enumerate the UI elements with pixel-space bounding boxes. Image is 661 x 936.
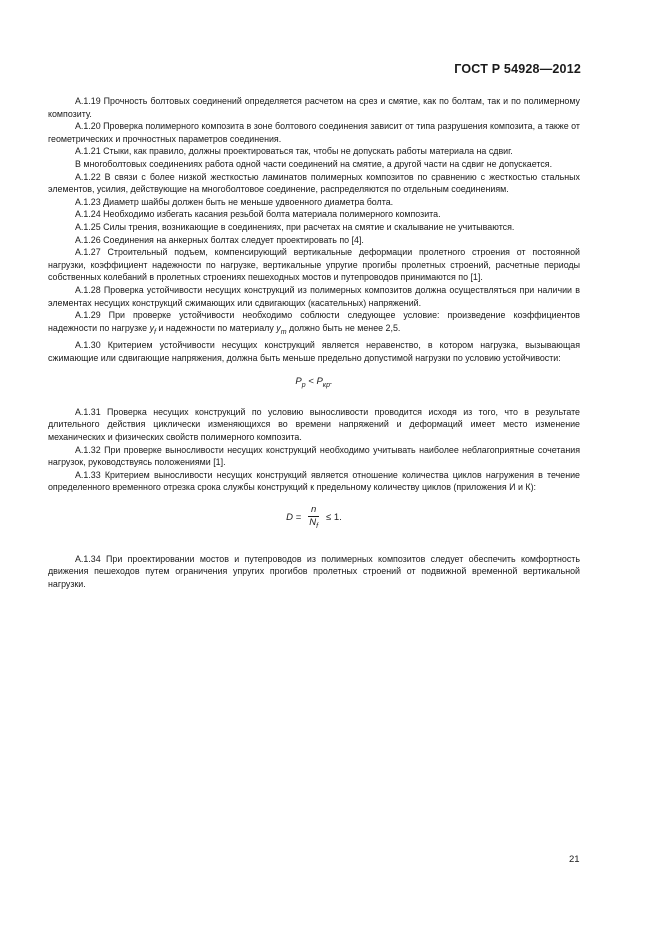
stability-formula (48, 376, 580, 392)
formula2-lhs: D = (286, 512, 302, 524)
formula1-right-base: P (316, 376, 323, 388)
paragraph-a-1-22: А.1.22 В связи с более низкой жесткостью ламинатов полимерных композитов по сравнению с жесткостью стальных элементов, усилия, действующие на многоболтовое соединение, распределяются по отдельным соединениям. (48, 171, 580, 195)
endurance-formula (48, 504, 580, 533)
paragraph-a-1-28: А.1.28 Проверка устойчивости несущих конструкций из полимерных композитов должна осуществляться при наличии в элементах несущих конструкций сжимающих или сдвигающих (касательных) напряжений. (48, 284, 580, 308)
gamma-m-subscript: m (280, 328, 287, 336)
paragraph-a-1-33: А.1.33 Критерием выносливости несущих конструкций является отношение количества циклов нагружения в течение определенного временного отрезка срока службы конструкций к предельному количеству циклов (приложения И и К): (48, 469, 580, 493)
gamma-f-subscript: f (154, 328, 156, 336)
paragraph-a-1-23: А.1.23 Диаметр шайбы должен быть не меньше удвоенного диаметра болта. (75, 196, 394, 207)
paragraph-a-1-29 (48, 309, 580, 339)
formula2-denominator-sub: f (316, 522, 319, 530)
p129-text-3: должно быть не менее 2,5. (286, 322, 401, 333)
formula2-denominator (306, 517, 321, 533)
paragraph-a-1-24: А.1.24 Необходимо избегать касания резьбой болта материала полимерного композита. (75, 209, 441, 220)
formula1-left-base: P (295, 376, 302, 388)
paragraph-a-1-32: А.1.32 При проверке выносливости несущих конструкций необходимо учитывать наиболее неблагоприятные сочетания нагрузок, руководствуясь положениями [1]. (48, 444, 580, 468)
paragraph-a-1-20: А.1.20 Проверка полимерного композита в зоне болтового соединения зависит от типа разрушения композита, а также от геометрических и прочностных параметров соединения. (48, 121, 580, 144)
paragraph-a-1-21-cont: В многоболтовых соединениях работа одной части соединений на смятие, а другой части на сдвиг не допускается. (75, 158, 553, 169)
formula1-end: . (329, 376, 333, 388)
paragraph-a-1-31: А.1.31 Проверка несущих конструкций по условию выносливости проводится исходя из того, что в результате длительного действия циклически изменяющихся во времени напряжений и деформаций имеет место изменение механических и физических свойств полимерного композита. (48, 406, 580, 442)
document-standard-title: ГОСТ Р 54928—2012 (454, 62, 581, 76)
gamma-m-symbol: y (276, 322, 281, 333)
formula1-left-sub: p (301, 382, 306, 390)
formula1-right-sub: кр (322, 382, 330, 390)
formula1-operator: < (305, 376, 317, 388)
formula2-rhs: ≤ 1. (326, 512, 342, 524)
document-body (48, 95, 580, 591)
gamma-f-symbol: y (149, 322, 154, 333)
paragraph-a-1-19: А.1.19 Прочность болтовых соединений определяется расчетом на срез и смятие, как по болтам, так и по полимерному композиту. (48, 96, 580, 119)
paragraph-a-1-34: А.1.34 При проектировании мостов и путепроводов из полимерных композитов следует обеспечить комфортность движения пешеходов путем ограничения упругих прогибов пролетных строений от подвижной временной вертикальной нагрузки. (48, 553, 580, 589)
paragraph-a-1-27: А.1.27 Строительный подъем, компенсирующий вертикальные деформации пролетного строения от постоянной нагрузки, коэффициент надежности по нагрузке, вертикальные упругие прогибы пролетных строений, расчетные периоды собственных колебаний в пролетных строениях пешеходных мостов и путепроводов принимаются по [1]. (48, 247, 580, 283)
p129-text-2: и надежности по материалу (155, 322, 277, 333)
paragraph-a-1-25: А.1.25 Силы трения, возникающие в соединениях, при расчетах на смятие и скалывание не учитываются. (75, 221, 515, 232)
p129-text-1: А.1.29 При проверке устойчивости необходимо соблюсти следующее условие: произведение коэффициентов надежности по нагрузке (48, 310, 580, 333)
paragraph-a-1-30: А.1.30 Критерием устойчивости несущих конструкций является неравенство, в котором нагрузка, вызывающая сжимающие или сдвигающие напряжения, должна быть меньше предельно допустимой нагрузки по условию устойчивости: (48, 340, 580, 363)
paragraph-a-1-26: А.1.26 Соединения на анкерных болтах следует проектировать по [4]. (75, 234, 364, 245)
formula2-fraction (306, 504, 321, 533)
paragraph-a-1-21: А.1.21 Стыки, как правило, должны проектироваться так, чтобы не допускать работы материала на сдвиг. (75, 146, 513, 157)
formula2-denominator-base: N (309, 516, 317, 528)
page-number: 21 (569, 854, 580, 865)
formula2-numerator: n (308, 504, 319, 517)
